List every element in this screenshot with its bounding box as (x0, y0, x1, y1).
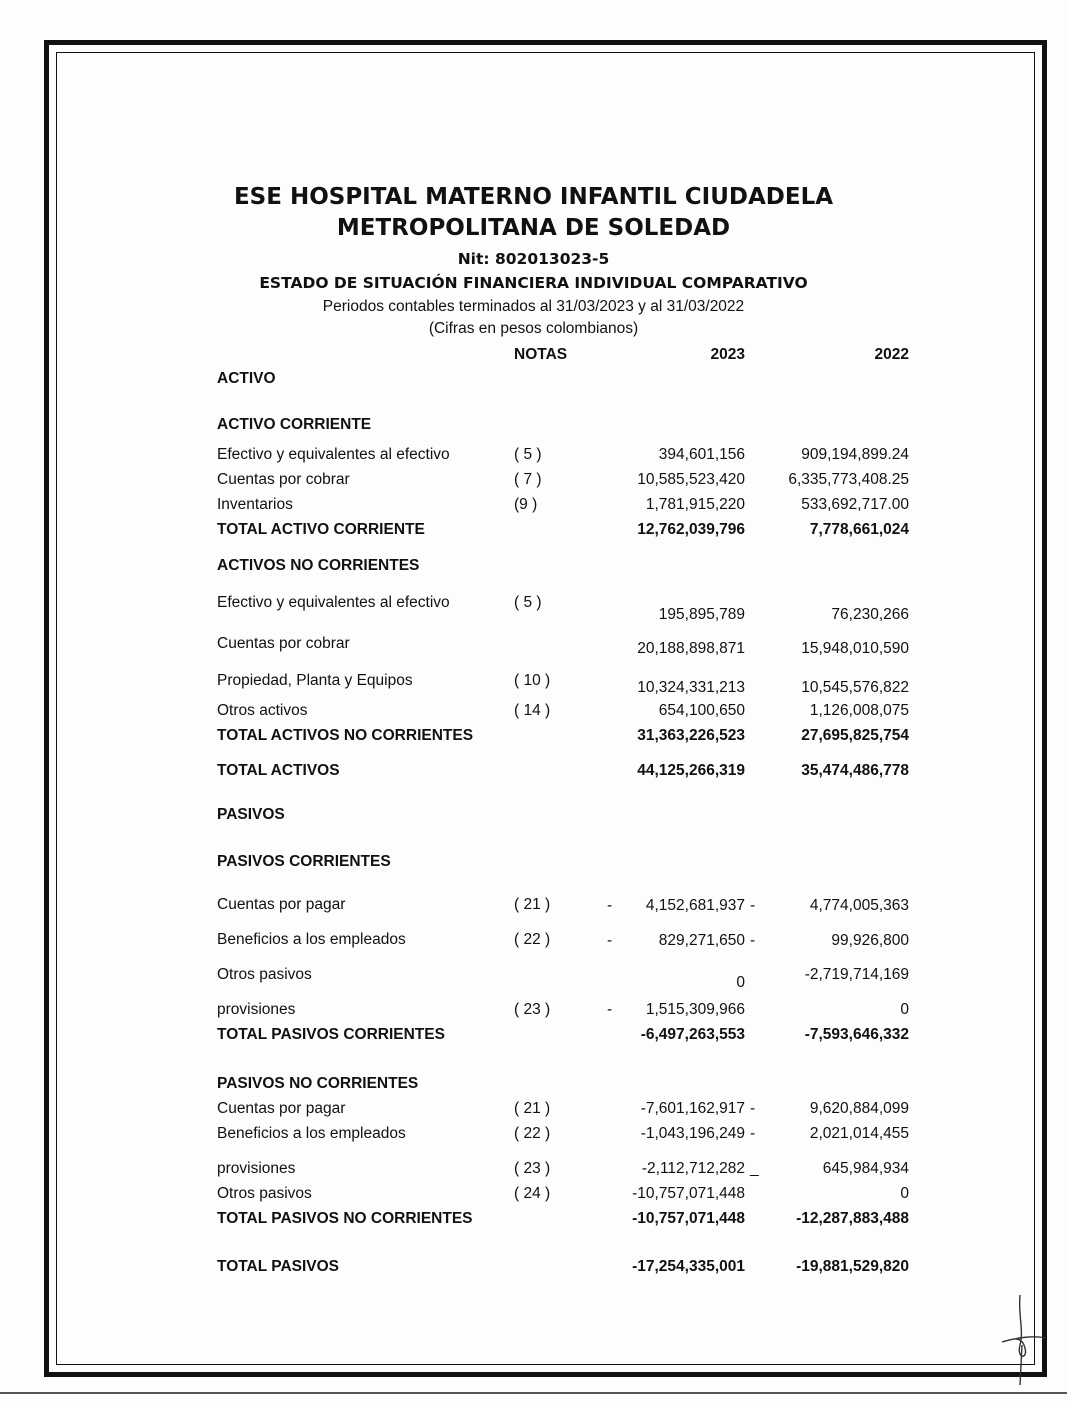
row-value-2023: 44,125,266,319 (637, 762, 745, 779)
table-row (0, 762, 1067, 784)
table-row (0, 853, 1067, 875)
row-value-2022: 35,474,486,778 (801, 762, 909, 779)
row-value-2022: 6,335,773,408.25 (788, 471, 909, 488)
table-row (0, 496, 1067, 518)
table-row (0, 446, 1067, 468)
row-value-2023: 1,515,309,966 (645, 1001, 745, 1018)
table-row (0, 1075, 1067, 1097)
row-value-2022: 1,126,008,075 (809, 702, 909, 719)
row-value-2023: 10,585,523,420 (637, 471, 745, 488)
currency-line: (Cifras en pesos colombianos) (428, 320, 639, 337)
scan-edge-line (0, 1392, 1067, 1394)
row-label: Propiedad, Planta y Equipos (217, 672, 413, 689)
row-label: Cuentas por pagar (217, 896, 346, 913)
row-value-2022: 9,620,884,099 (809, 1100, 909, 1117)
row-sign-2022: - (750, 897, 756, 914)
row-note: ( 24 ) (514, 1185, 551, 1202)
row-value-2022: 15,948,010,590 (801, 640, 909, 657)
row-value-2023: 394,601,156 (658, 446, 745, 463)
row-label: TOTAL ACTIVOS NO CORRIENTES (217, 727, 474, 744)
row-note: ( 23 ) (514, 1160, 551, 1177)
row-note: ( 22 ) (514, 1125, 551, 1142)
row-label: Otros pasivos (217, 1185, 312, 1202)
row-value-2023: -10,757,071,448 (632, 1185, 745, 1202)
row-value-2022: 10,545,576,822 (801, 679, 909, 696)
signature-mark (990, 1290, 1050, 1390)
row-label: TOTAL ACTIVO CORRIENTE (217, 521, 425, 538)
row-note: ( 5 ) (514, 446, 542, 463)
row-value-2023: 31,363,226,523 (637, 727, 745, 744)
row-value-2022: 0 (900, 1001, 909, 1018)
table-row (0, 702, 1067, 724)
row-value-2022: 0 (900, 1185, 909, 1202)
row-label: TOTAL ACTIVOS (217, 762, 340, 779)
notes-column-header: NOTAS (514, 346, 568, 363)
table-row (0, 806, 1067, 828)
row-value-2023: 20,188,898,871 (637, 640, 745, 657)
year-2023-column-header: 2023 (710, 346, 745, 363)
row-value-2023: 1,781,915,220 (645, 496, 745, 513)
row-value-2022: -19,881,529,820 (796, 1258, 909, 1275)
row-label: Efectivo y equivalentes al efectivo (217, 446, 450, 463)
row-label: Inventarios (217, 496, 293, 513)
row-value-2022: 7,778,661,024 (809, 521, 909, 538)
row-value-2022: 909,194,899.24 (801, 446, 909, 463)
row-label: ACTIVO CORRIENTE (217, 416, 372, 433)
table-row (0, 1026, 1067, 1048)
row-value-2022: -2,719,714,169 (804, 966, 909, 983)
row-note: ( 5 ) (514, 594, 542, 611)
row-value-2023: 0 (736, 974, 745, 991)
row-value-2023: 654,100,650 (658, 702, 745, 719)
year-2022-column-header: 2022 (874, 346, 909, 363)
table-row (0, 966, 1067, 991)
statement-title: ESTADO DE SITUACIÓN FINANCIERA INDIVIDUAL COMPARATIVO (259, 274, 808, 292)
row-value-2023: 10,324,331,213 (637, 679, 745, 696)
row-label: PASIVOS CORRIENTES (217, 853, 391, 870)
row-value-2022: 2,021,014,455 (809, 1125, 909, 1142)
row-note: ( 21 ) (514, 1100, 551, 1117)
row-label: Efectivo y equivalentes al efectivo (217, 594, 450, 611)
table-row (0, 557, 1067, 579)
table-row (0, 1185, 1067, 1207)
row-label: ACTIVO (217, 370, 276, 387)
row-value-2023: -2,112,712,282 (641, 1160, 745, 1177)
row-sign-2022: - (750, 932, 756, 949)
nit: Nit: 802013023-5 (457, 250, 610, 268)
row-value-2022: 76,230,266 (831, 606, 909, 623)
table-row (0, 471, 1067, 493)
row-value-2023: 829,271,650 (658, 932, 745, 949)
table-row (0, 521, 1067, 543)
row-sign-2022: _ (750, 1160, 759, 1177)
row-label: Cuentas por pagar (217, 1100, 346, 1117)
row-value-2022: 645,984,934 (822, 1160, 909, 1177)
row-sign-2023: - (607, 932, 613, 949)
row-label: Cuentas por cobrar (217, 635, 350, 652)
row-note: ( 7 ) (514, 471, 542, 488)
row-value-2023: -1,043,196,249 (640, 1125, 745, 1142)
row-label: TOTAL PASIVOS (217, 1258, 340, 1275)
row-value-2022: 533,692,717.00 (801, 496, 909, 513)
row-note: ( 10 ) (514, 672, 551, 689)
row-label: PASIVOS (217, 806, 285, 823)
row-label: TOTAL PASIVOS CORRIENTES (217, 1026, 445, 1043)
row-label: ACTIVOS NO CORRIENTES (217, 557, 420, 574)
table-row (0, 1001, 1067, 1023)
table-row (0, 594, 1067, 623)
document-header (0, 182, 1067, 340)
row-value-2022: 27,695,825,754 (801, 727, 909, 744)
row-note: (9 ) (514, 496, 538, 513)
row-note: ( 14 ) (514, 702, 551, 719)
row-sign-2023: - (607, 1001, 613, 1018)
row-label: Beneficios a los empleados (217, 931, 406, 948)
table-row (0, 672, 1067, 694)
row-label: Cuentas por cobrar (217, 471, 350, 488)
row-label: TOTAL PASIVOS NO CORRIENTES (217, 1210, 473, 1227)
row-note: ( 22 ) (514, 931, 551, 948)
table-row (0, 370, 1067, 392)
row-label: PASIVOS NO CORRIENTES (217, 1075, 419, 1092)
row-value-2023: 12,762,039,796 (637, 521, 745, 538)
row-label: Beneficios a los empleados (217, 1125, 406, 1142)
table-row (0, 1125, 1067, 1147)
row-value-2023: 4,152,681,937 (645, 897, 745, 914)
table-row (0, 416, 1067, 438)
row-value-2023: -10,757,071,448 (632, 1210, 745, 1227)
row-value-2023: -17,254,335,001 (632, 1258, 745, 1275)
table-row (0, 1160, 1067, 1182)
periods-line: Periodos contables terminados al 31/03/2023 y al 31/03/2022 (322, 298, 745, 315)
row-sign-2023: - (607, 897, 613, 914)
table-row (0, 1258, 1067, 1280)
row-value-2023: -6,497,263,553 (640, 1026, 745, 1043)
table-row (0, 1100, 1067, 1122)
row-value-2022: -12,287,883,488 (796, 1210, 909, 1227)
row-value-2023: -7,601,162,917 (640, 1100, 745, 1117)
entity-name-line2: METROPOLITANA DE SOLEDAD (336, 215, 731, 241)
row-note: ( 21 ) (514, 896, 551, 913)
row-value-2022: 99,926,800 (831, 932, 909, 949)
row-value-2023: 195,895,789 (658, 606, 745, 623)
table-row (0, 1210, 1067, 1232)
row-label: provisiones (217, 1001, 296, 1018)
entity-name-line1: ESE HOSPITAL MATERNO INFANTIL CIUDADELA (233, 184, 834, 210)
row-label: Otros activos (217, 702, 308, 719)
row-note: ( 23 ) (514, 1001, 551, 1018)
row-value-2022: -7,593,646,332 (804, 1026, 909, 1043)
row-label: provisiones (217, 1160, 296, 1177)
table-row (0, 727, 1067, 749)
row-sign-2022: - (750, 1100, 756, 1117)
row-value-2022: 4,774,005,363 (809, 897, 909, 914)
table-row (0, 931, 1067, 953)
row-label: Otros pasivos (217, 966, 312, 983)
table-row (0, 896, 1067, 918)
row-sign-2022: - (750, 1125, 756, 1142)
table-row (0, 635, 1067, 657)
